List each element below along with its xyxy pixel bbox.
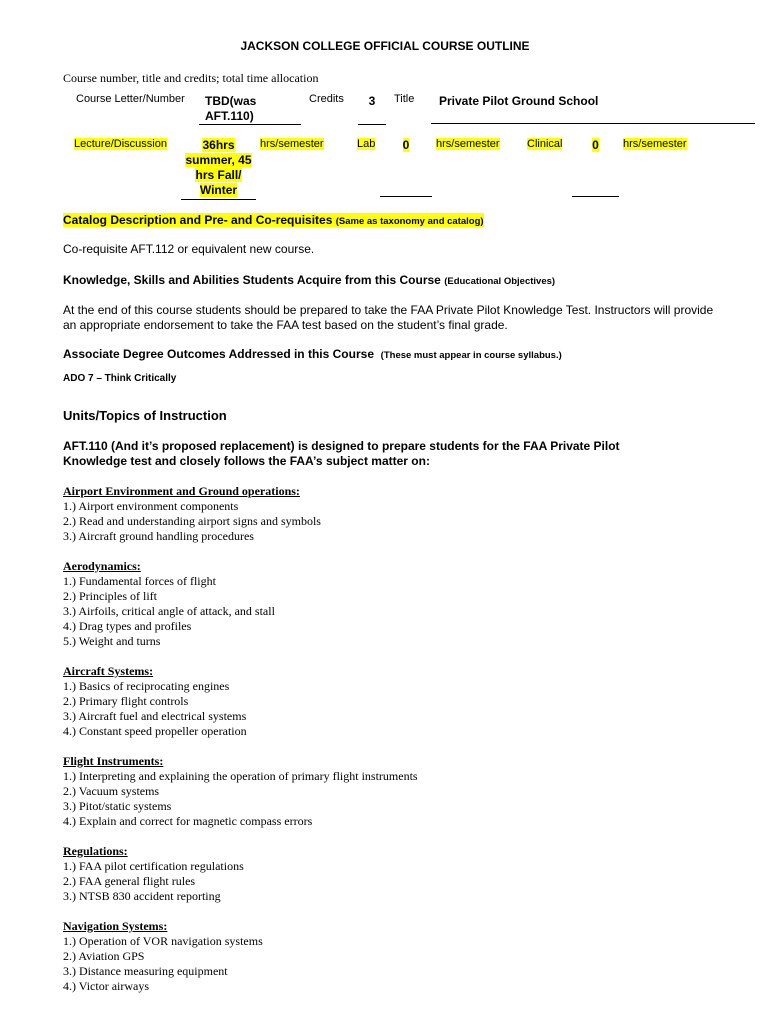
lecture-line4: Winter — [199, 183, 238, 197]
topic-item: 3.) Distance measuring equipment — [63, 964, 228, 978]
clinical-hours-field[interactable] — [572, 138, 619, 197]
topic-section — [63, 664, 418, 739]
topic-item: 2.) Aviation GPS — [63, 949, 145, 963]
topic-item: 3.) Airfoils, critical angle of attack, and stall — [63, 604, 275, 618]
lecture-unit: hrs/semester — [260, 138, 324, 150]
ksa-note: (Educational Objectives) — [444, 276, 556, 287]
topic-item: 3.) NTSB 830 accident reporting — [63, 889, 221, 903]
topic-item: 2.) FAA general flight rules — [63, 874, 196, 888]
credits-label: Credits — [309, 93, 344, 105]
topic-item: 4.) Explain and correct for magnetic compass errors — [63, 814, 313, 828]
ado-text: ADO 7 – Think Critically — [63, 373, 177, 384]
topic-sections — [63, 484, 418, 1009]
topic-item: 1.) Fundamental forces of flight — [63, 574, 216, 588]
lecture-line3: hrs Fall/ — [195, 168, 242, 182]
lecture-line2: summer, 45 — [185, 153, 252, 167]
lab-label: Lab — [357, 138, 376, 150]
course-number-line2: AFT.110) — [205, 109, 254, 123]
units-heading: Units/Topics of Instruction — [63, 408, 227, 423]
topic-section-title: Navigation Systems: — [63, 919, 168, 933]
topic-item: 3.) Aircraft fuel and electrical systems — [63, 709, 247, 723]
topic-item: 1.) Interpreting and explaining the operation of primary flight instruments — [63, 769, 418, 783]
topic-section-title: Aircraft Systems: — [63, 664, 154, 678]
topic-item: 2.) Principles of lift — [63, 589, 157, 603]
clinical-unit: hrs/semester — [623, 138, 687, 150]
catalog-text: Co-requisite AFT.112 or equivalent new course. — [63, 242, 315, 256]
course-title-field[interactable]: Private Pilot Ground School — [431, 94, 755, 124]
topic-item: 1.) Airport environment components — [63, 499, 239, 513]
topic-section-title: Regulations: — [63, 844, 128, 858]
topic-section-title: Flight Instruments: — [63, 754, 164, 768]
lecture-hours-field[interactable] — [181, 138, 256, 200]
document-title: JACKSON COLLEGE OFFICIAL COURSE OUTLINE — [240, 39, 530, 53]
topic-item: 2.) Primary flight controls — [63, 694, 189, 708]
course-number-line1: TBD(was — [205, 94, 257, 108]
lab-value: 0 — [402, 138, 410, 152]
ksa-text: At the end of this course students should be prepared to take the FAA Private Pilot Knowledge Test. Instructors will provide an appropriate endorsement to take the FAA test based on the student’s final grade. — [63, 303, 714, 332]
topic-item: 4.) Constant speed propeller operation — [63, 724, 247, 738]
topic-item: 4.) Drag types and profiles — [63, 619, 192, 633]
course-letter-label: Course Letter/Number — [76, 93, 185, 105]
lecture-line1: 36hrs — [202, 138, 235, 152]
topic-section — [63, 919, 418, 994]
topic-section — [63, 559, 418, 649]
topic-item: 2.) Read and understanding airport signs and symbols — [63, 514, 321, 528]
lecture-label: Lecture/Discussion — [74, 138, 167, 150]
clinical-value: 0 — [592, 138, 599, 152]
units-intro: AFT.110 (And it’s proposed replacement) is designed to prepare students for the FAA Private Pilot Knowledge test and closely follows the FAA’s subject matter on: — [63, 439, 620, 468]
topic-item: 3.) Aircraft ground handling procedures — [63, 529, 254, 543]
credits-field[interactable]: 3 — [358, 94, 386, 125]
topic-item: 1.) Operation of VOR navigation systems — [63, 934, 263, 948]
topic-item: 4.) Victor airways — [63, 979, 150, 993]
ado-heading: Associate Degree Outcomes Addressed in this Course — [63, 347, 374, 361]
course-number-field[interactable] — [199, 94, 301, 125]
ado-note: (These must appear in course syllabus.) — [380, 350, 562, 361]
topic-section-title: Airport Environment and Ground operations: — [63, 484, 300, 498]
ksa-heading: Knowledge, Skills and Abilities Students Acquire from this Course — [63, 273, 441, 287]
topic-section — [63, 844, 418, 904]
lab-unit: hrs/semester — [436, 138, 500, 150]
topic-section — [63, 754, 418, 829]
intro-text: Course number, title and credits; total time allocation — [63, 71, 319, 85]
topic-item: 5.) Weight and turns — [63, 634, 161, 648]
topic-item: 1.) Basics of reciprocating engines — [63, 679, 230, 693]
lab-hours-field[interactable] — [380, 138, 432, 197]
topic-item: 2.) Vacuum systems — [63, 784, 160, 798]
topic-item: 3.) Pitot/static systems — [63, 799, 172, 813]
topic-section — [63, 484, 418, 544]
topic-item: 1.) FAA pilot certification regulations — [63, 859, 244, 873]
catalog-note: (Same as taxonomy and catalog) — [335, 216, 484, 227]
catalog-heading: Catalog Description and Pre- and Co-requisites — [63, 213, 333, 227]
title-label: Title — [394, 93, 415, 105]
clinical-label: Clinical — [527, 138, 563, 150]
topic-section-title: Aerodynamics: — [63, 559, 141, 573]
